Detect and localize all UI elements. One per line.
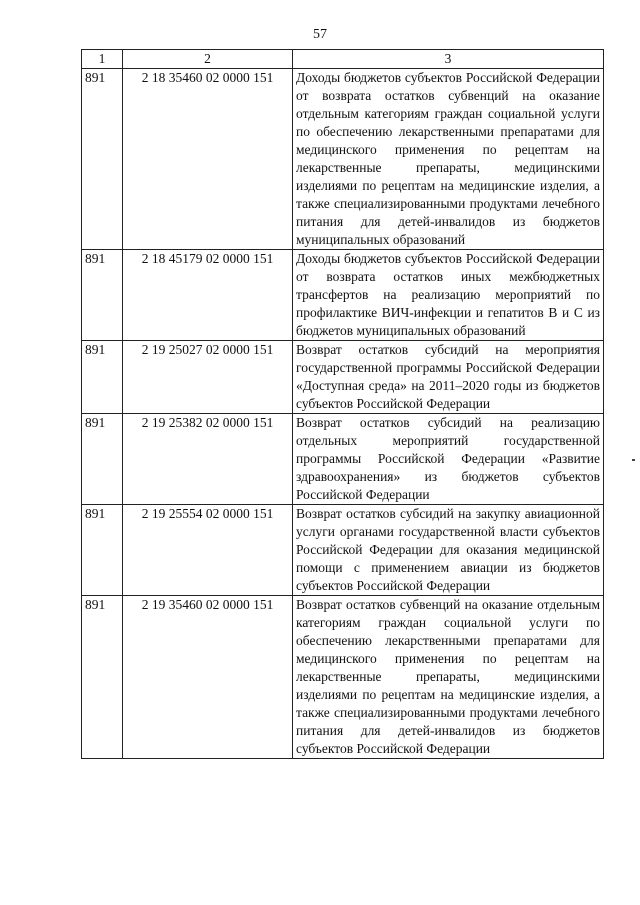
description-cell: Доходы бюджетов субъектов Российской Федерации от возврата остатков субвенций на оказание отдельным категориям граждан социальной услуги по обеспечению лекарственными препаратами для медицинского применения по рецептам на лекарственные препараты, медицинскими изделиями по рецептам на медицинские изделия, а также специализированными продуктами лечебного питания для детей-инвалидов из бюджетов муниципальных образований [293,69,604,250]
classification-code-cell: 2 19 25554 02 0000 151 [123,505,293,596]
description-cell: Возврат остатков субсидий на мероприятия государственной программы Российской Федерации «Доступная среда» на 2011–2020 годы из бюджетов субъектов Российской Федерации [293,341,604,414]
table-row [82,250,604,341]
column-header-1: 1 [82,50,123,69]
admin-code-cell: 891 [82,341,123,414]
description-cell: Возврат остатков субсидий на закупку авиационной услуги органами государственной власти субъектов Российской Федерации для оказания медицинской помощи с применением авиации из бюджетов субъектов Российской Федерации [293,505,604,596]
admin-code-cell: 891 [82,250,123,341]
budget-classification-table [81,49,604,759]
table-row [82,596,604,759]
description-cell: Возврат остатков субсидий на реализацию отдельных мероприятий государственной программы Российской Федерации «Развитие здравоохранения» из бюджетов субъектов Российской Федерации [293,414,604,505]
admin-code-cell: 891 [82,505,123,596]
classification-code-cell: 2 19 25027 02 0000 151 [123,341,293,414]
table-row [82,341,604,414]
classification-code-cell: 2 18 35460 02 0000 151 [123,69,293,250]
admin-code-cell: 891 [82,596,123,759]
admin-code-cell: 891 [82,69,123,250]
table-row [82,414,604,505]
classification-code-cell: 2 18 45179 02 0000 151 [123,250,293,341]
table-row [82,69,604,250]
description-cell: Доходы бюджетов субъектов Российской Федерации от возврата остатков иных межбюджетных трансфертов на реализацию мероприятий по профилактике ВИЧ-инфекции и гепатитов B и C из бюджетов муниципальных образований [293,250,604,341]
admin-code-cell: 891 [82,414,123,505]
column-header-3: 3 [293,50,604,69]
description-cell: Возврат остатков субвенций на оказание отдельным категориям граждан социальной услуги по обеспечению лекарственными препаратами для медицинского применения по рецептам на лекарственные препараты, медицинскими изделиями по рецептам на медицинские изделия, а также специализированными продуктами лечебного питания для детей-инвалидов из бюджетов субъектов Российской Федерации [293,596,604,759]
table-row [82,505,604,596]
scan-speck [632,459,635,461]
table-header-row [82,50,604,69]
page-number: 57 [313,27,327,42]
column-header-2: 2 [123,50,293,69]
classification-code-cell: 2 19 35460 02 0000 151 [123,596,293,759]
classification-code-cell: 2 19 25382 02 0000 151 [123,414,293,505]
